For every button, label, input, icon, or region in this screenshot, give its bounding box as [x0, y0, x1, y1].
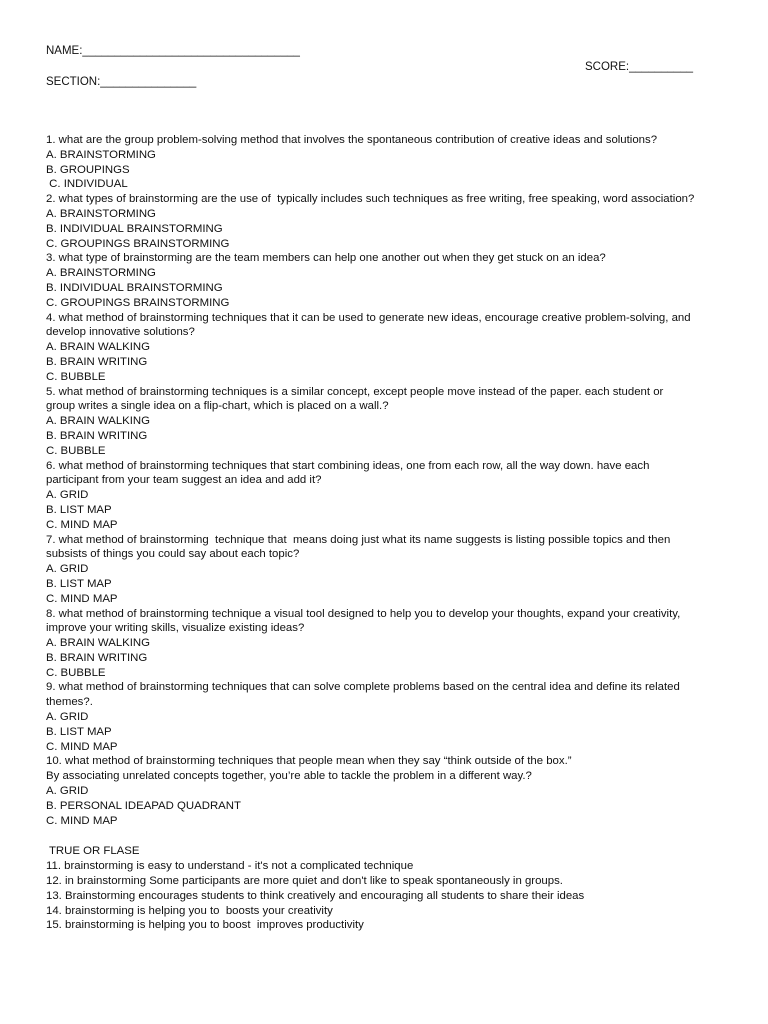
quiz-line: A. BRAIN WALKING — [46, 637, 151, 650]
true-false-section — [46, 859, 736, 933]
quiz-line: A. GRID — [46, 489, 89, 502]
quiz-line: C. INDIVIDUAL — [46, 178, 128, 191]
score-field-line: SCORE:__________ — [585, 61, 694, 73]
quiz-line: A. BRAIN WALKING — [46, 341, 151, 354]
quiz-line: C. MIND MAP — [46, 592, 118, 605]
quiz-line: subsists of things you could say about each topic? — [46, 548, 300, 561]
quiz-line: C. BUBBLE — [46, 666, 106, 679]
quiz-line: A. GRID — [46, 563, 89, 576]
quiz-line: A. BRAINSTORMING — [46, 207, 156, 220]
quiz-line: 2. what types of brainstorming are the use of typically includes such techniques as free writing, free speaking, word association? — [46, 193, 695, 206]
quiz-line: themes?. — [46, 696, 93, 709]
quiz-line: 9. what method of brainstorming techniques that can solve complete problems based on the central idea and define its related — [46, 681, 680, 694]
quiz-line: 3. what type of brainstorming are the team members can help one another out when they get stuck on an idea? — [46, 252, 606, 265]
quiz-line: C. BUBBLE — [46, 444, 106, 457]
quiz-line: 1. what are the group problem-solving method that involves the spontaneous contribution of creative ideas and solutions? — [46, 134, 658, 146]
quiz-line: C. BUBBLE — [46, 370, 106, 383]
quiz-line: C. MIND MAP — [46, 518, 118, 531]
quiz-line: By associating unrelated concepts together, you’re able to tackle the problem in a different way.? — [46, 770, 532, 783]
quiz-line: C. MIND MAP — [46, 814, 118, 827]
quiz-line: B. INDIVIDUAL BRAINSTORMING — [46, 281, 223, 294]
true-false-item: 11. brainstorming is easy to understand - it's not a complicated technique — [46, 860, 414, 873]
quiz-line: A. BRAINSTORMING — [46, 267, 156, 280]
true-false-item: 15. brainstorming is helping you to boost improves productivity — [46, 919, 364, 932]
quiz-line: B. LIST MAP — [46, 725, 112, 738]
quiz-line: B. INDIVIDUAL BRAINSTORMING — [46, 222, 223, 235]
true-false-item: 14. brainstorming is helping you to boosts your creativity — [46, 904, 333, 917]
quiz-line: C. MIND MAP — [46, 740, 118, 753]
quiz-line: 6. what method of brainstorming techniques that start combining ideas, one from each row, all the way down. have each — [46, 459, 650, 472]
quiz-line: A. GRID — [46, 711, 89, 724]
quiz-line: group writes a single idea on a flip-chart, which is placed on a wall.? — [46, 400, 389, 413]
quiz-line: 7. what method of brainstorming technique that means doing just what its name suggests is listing possible topics and then — [46, 533, 671, 546]
quiz-line: improve your writing skills, visualize existing ideas? — [46, 622, 305, 635]
quiz-line: 5. what method of brainstorming techniques is a similar concept, except people move instead of the paper. each student or — [46, 385, 664, 398]
quiz-line: B. LIST MAP — [46, 503, 112, 516]
quiz-body — [46, 133, 736, 933]
quiz-line: C. GROUPINGS BRAINSTORMING — [46, 296, 230, 309]
quiz-line: B. GROUPINGS — [46, 163, 130, 176]
quiz-line: 10. what method of brainstorming techniques that people mean when they say “think outside of the box.” — [46, 755, 572, 768]
section-gap — [46, 828, 736, 844]
name-field-line: NAME:__________________________________ — [46, 45, 300, 57]
quiz-line: A. GRID — [46, 785, 89, 798]
quiz-line: develop innovative solutions? — [46, 326, 195, 339]
true-false-item: 12. in brainstorming Some participants are more quiet and don't like to speak spontaneously in groups. — [46, 875, 563, 888]
section-field-line: SECTION:_______________ — [46, 76, 197, 88]
quiz-line: C. GROUPINGS BRAINSTORMING — [46, 237, 230, 250]
quiz-line: B. PERSONAL IDEAPAD QUADRANT — [46, 799, 241, 812]
quiz-line: 4. what method of brainstorming techniques that it can be used to generate new ideas, encourage creative problem-solving, and — [46, 311, 691, 324]
quiz-line: B. BRAIN WRITING — [46, 651, 148, 664]
quiz-line: A. BRAIN WALKING — [46, 415, 151, 428]
quiz-line: 8. what method of brainstorming technique a visual tool designed to help you to develop your thoughts, expand your creativity, — [46, 607, 681, 620]
quiz-line: B. BRAIN WRITING — [46, 355, 148, 368]
true-false-item: 13. Brainstorming encourages students to think creatively and encouraging all students to share their ideas — [46, 889, 585, 902]
quiz-line: B. BRAIN WRITING — [46, 429, 148, 442]
multiple-choice-section — [46, 133, 736, 828]
quiz-line: B. LIST MAP — [46, 577, 112, 590]
quiz-line: participant from your team suggest an idea and add it? — [46, 474, 322, 487]
quiz-line: A. BRAINSTORMING — [46, 148, 156, 161]
true-false-heading: TRUE OR FLASE — [46, 845, 140, 858]
